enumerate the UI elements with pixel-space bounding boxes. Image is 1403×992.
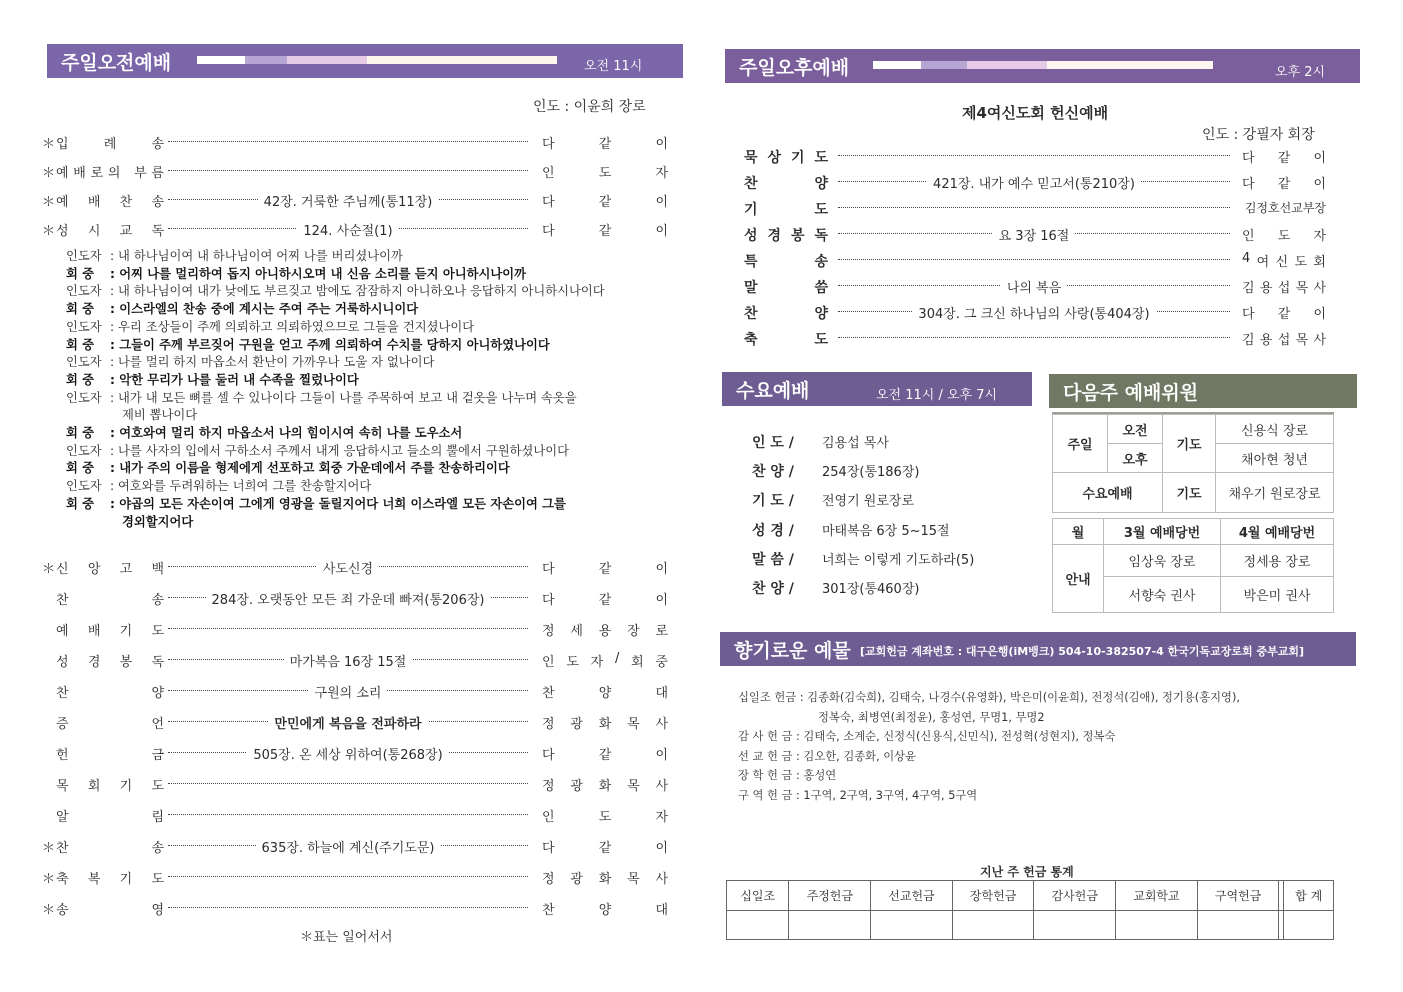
offering-header <box>720 632 1356 666</box>
responsive-speaker: 인도자 <box>66 390 102 405</box>
wednesday-value: 너희는 이렇게 기도하라(5) <box>822 552 975 568</box>
wednesday-header <box>722 372 1032 406</box>
wednesday-label: 성 경 / <box>752 522 794 539</box>
stats-header: 감사헌금 <box>1034 881 1116 911</box>
responsive-line <box>66 266 666 284</box>
morning-order-row <box>42 742 668 764</box>
morning-order-row <box>42 711 668 733</box>
committee-title: 다음주 예배위원 <box>1063 382 1199 404</box>
committee-table <box>1052 414 1334 513</box>
order-by: 4 여 신 도 회 <box>1242 251 1326 270</box>
responsive-line <box>66 496 666 531</box>
morning-order-row <box>42 556 668 578</box>
stats-cell <box>1284 911 1334 940</box>
morning-order-row <box>42 773 668 795</box>
duty-month: 월 <box>1053 519 1104 545</box>
order-label: 성 경 봉 독 <box>56 655 164 670</box>
order-label: 증 언 <box>56 717 164 732</box>
responsive-line <box>66 390 666 425</box>
order-by: 다 같 이 <box>542 562 668 577</box>
stats-header: 선교헌금 <box>871 881 953 911</box>
order-label: 찬 양 <box>744 306 828 322</box>
responsive-speaker: 회 중 <box>66 266 95 281</box>
morning-order-row <box>42 618 668 640</box>
committee-am: 오전 <box>1108 415 1163 444</box>
morning-order-row <box>42 804 668 826</box>
order-detail: 42장. 거룩한 주님께(통11장) <box>168 191 528 210</box>
offering-label: 장 학 헌 금 : <box>738 769 804 783</box>
order-by: 정 광 화 목 사 <box>542 779 668 794</box>
order-label: 예 배 로 의 부 름 <box>56 166 164 181</box>
responsive-speaker: 인도자 <box>66 443 102 458</box>
responsive-text: : 우리 조상들이 주께 의뢰하고 의뢰하였으므로 그들을 건지셨나이다 <box>110 319 475 334</box>
standing-footnote: ＊표는 일어서서 <box>300 930 393 945</box>
order-detail: 마가복음 16장 15절 <box>168 651 528 670</box>
responsive-text: : 내 하나님이여 내가 낮에도 부르짖고 밤에도 잠잠하지 아니하오나 응답하지 아니하시나이다 <box>110 284 605 299</box>
responsive-line <box>66 372 666 390</box>
standing-mark: ＊ <box>42 166 56 181</box>
stats-cell <box>1197 911 1279 940</box>
committee-wed-person: 채우기 원로장로 <box>1216 473 1334 513</box>
offering-names: 1구역, 2구역, 3구역, 4구역, 5구역 <box>803 789 978 802</box>
stats-table <box>726 880 1334 940</box>
stats-header: 합 계 <box>1284 881 1334 911</box>
afternoon-order-row <box>744 223 1326 245</box>
afternoon-subtitle: 제4여신도회 헌신예배 <box>962 104 1109 122</box>
offering-label: 감 사 헌 금 : <box>738 730 804 744</box>
offering-line <box>738 727 1115 747</box>
order-by: 다 같 이 <box>542 593 668 608</box>
offering-line <box>738 766 836 786</box>
wednesday-value: 마태복음 6장 5~15절 <box>822 523 950 539</box>
committee-pm: 오후 <box>1108 444 1163 473</box>
order-by: 다 같 이 <box>542 195 668 210</box>
offering-title: 향기로운 예물 <box>734 640 851 662</box>
order-by: 인 도 자 <box>1242 229 1326 244</box>
order-by: 다 같 이 <box>542 841 668 856</box>
order-detail: 나의 복음 <box>838 277 1230 296</box>
offering-line <box>738 688 1240 708</box>
responsive-speaker: 회 중 <box>66 496 95 511</box>
order-detail: 284장. 오랫동안 모든 죄 가운데 빠져(통206장) <box>168 589 528 608</box>
stats-cell <box>871 911 953 940</box>
morning-order-row <box>42 649 668 671</box>
duty-m3b: 서향숙 권사 <box>1104 577 1221 613</box>
order-by: 김 용 섭 목 사 <box>1242 333 1326 348</box>
standing-mark: ＊ <box>42 872 56 887</box>
morning-order-row <box>42 587 668 609</box>
offering-label: 구 역 헌 금 : <box>738 789 804 802</box>
committee-pm-person: 채아현 청년 <box>1216 444 1334 473</box>
committee-sunday: 주일 <box>1053 415 1108 473</box>
afternoon-order-row <box>744 145 1326 167</box>
responsive-line <box>66 319 666 337</box>
order-detail: 421장. 내가 예수 믿고서(통210장) <box>838 173 1230 192</box>
responsive-line <box>66 425 666 443</box>
stats-cell <box>1034 911 1116 940</box>
responsive-text: : 여호와여 멀리 하지 마옵소서 나의 힘이시여 속히 나를 도우소서 <box>110 426 463 440</box>
stats-cell <box>789 911 871 940</box>
wednesday-row <box>752 490 914 510</box>
responsive-text: : 여호와를 두려워하는 너희여 그를 찬송할지어다 <box>110 479 372 494</box>
afternoon-time: 오후 2시 <box>1275 65 1326 80</box>
wednesday-value: 전영기 원로장로 <box>822 494 915 510</box>
committee-am-person: 신용식 장로 <box>1216 415 1334 444</box>
stats-header: 십일조 <box>727 881 789 911</box>
wednesday-row <box>752 549 974 569</box>
standing-mark: ＊ <box>42 903 56 918</box>
responsive-text: : 내 하나님이여 내 하나님이여 어찌 나를 버리셨나이까 <box>110 249 403 263</box>
order-by: 다 같 이 <box>542 748 668 763</box>
duty-table <box>1052 518 1334 613</box>
order-label: 묵 상 기 도 <box>744 150 828 166</box>
responsive-speaker: 회 중 <box>66 372 95 387</box>
order-label: 찬 양 <box>56 686 164 701</box>
standing-mark: ＊ <box>42 224 56 239</box>
duty-month4: 4월 예배당번 <box>1221 519 1334 545</box>
responsive-speaker: 인도자 <box>66 249 102 263</box>
order-by: 인 도 자 <box>542 166 668 181</box>
afternoon-order-row <box>744 171 1326 193</box>
standing-mark: ＊ <box>42 562 56 577</box>
order-by: 정 광 화 목 사 <box>542 872 668 887</box>
committee-wed: 수요예배 <box>1053 473 1163 513</box>
offering-label: 선 교 헌 금 : <box>738 749 804 763</box>
morning-leader: 인도 : 이윤희 장로 <box>533 99 646 115</box>
responsive-text: : 나를 사자의 입에서 구하소서 주께서 내게 응답하시고 들소의 뿔에서 구원하셨나이다 <box>110 443 569 458</box>
order-label: 예 배 기 도 <box>56 624 164 639</box>
order-detail: 505장. 온 세상 위하여(통268장) <box>168 744 528 763</box>
responsive-text: : 내가 내 모든 뼈를 셀 수 있나이다 그들이 나를 주목하여 보고 내 겉옷을 나누며 속옷을 <box>110 390 577 405</box>
order-label: 성 경 봉 독 <box>744 228 828 244</box>
afternoon-order-row <box>744 327 1326 349</box>
committee-header <box>1049 374 1357 408</box>
wednesday-row <box>752 461 919 481</box>
responsive-text: : 이스라엘의 찬송 중에 계시는 주여 주는 거룩하시니이다 <box>110 302 419 317</box>
wednesday-row <box>752 578 919 598</box>
order-detail: 635장. 하늘에 계신(주기도문) <box>168 837 528 856</box>
stats-header: 주정헌금 <box>789 881 871 911</box>
offering-names: 정복숙, 최병연(최정윤), 홍성연, 무명1, 무명2 <box>818 710 1045 724</box>
standing-mark: ＊ <box>42 195 56 210</box>
stats-cell <box>1116 911 1198 940</box>
order-label: 축 복 기 도 <box>56 872 164 887</box>
offering-names: 홍성연 <box>803 769 837 783</box>
responsive-text-cont: 경외할지어다 <box>122 514 194 529</box>
afternoon-order-row <box>744 249 1326 271</box>
duty-m4a: 정세용 장로 <box>1221 545 1334 577</box>
stats-cell <box>952 911 1034 940</box>
wednesday-label: 찬 양 / <box>752 464 794 481</box>
offering-label: 십일조 헌금 : <box>738 691 808 704</box>
morning-time: 오전 11시 <box>584 59 643 74</box>
morning-order-row <box>42 189 668 211</box>
order-by: 다 같 이 <box>1242 151 1326 166</box>
responsive-line <box>66 478 666 496</box>
responsive-speaker: 인도자 <box>66 355 102 370</box>
stats-header: 구역헌금 <box>1197 881 1279 911</box>
responsive-text: : 그들이 주께 부르짖어 구원을 얻고 주께 의뢰하여 수치를 당하지 아니하였나이다 <box>110 337 550 352</box>
wednesday-label: 인 도 / <box>752 435 794 451</box>
order-label: 찬 양 <box>744 176 828 192</box>
order-detail: 124. 사순절(1) <box>168 220 528 239</box>
responsive-line <box>66 460 666 478</box>
order-label: 특 송 <box>744 254 828 270</box>
duty-month3: 3월 예배당번 <box>1104 519 1221 545</box>
offering-account: [교회헌금 계좌번호 : 대구은행(iM뱅크) 504-10-382507-4 한국기독교장로회 중부교회] <box>860 645 1305 658</box>
order-by: 찬 양 대 <box>542 903 668 918</box>
wednesday-row <box>752 432 889 452</box>
order-label: 성 시 교 독 <box>56 224 164 239</box>
order-by: 찬 양 대 <box>542 686 668 701</box>
morning-order-row <box>42 680 668 702</box>
responsive-speaker: 회 중 <box>66 426 95 440</box>
wednesday-value: 254장(통186장) <box>822 465 920 481</box>
wednesday-row <box>752 520 950 540</box>
order-detail: 요 3장 16절 <box>838 225 1230 244</box>
afternoon-order-row <box>744 197 1326 219</box>
responsive-text: : 나를 멀리 하지 마옵소서 환난이 가까우나 도울 자 없나이다 <box>110 355 435 370</box>
order-label: 축 도 <box>744 332 828 348</box>
order-by: 다 같 이 <box>542 224 668 239</box>
wednesday-title: 수요예배 <box>736 380 810 402</box>
order-label: 송 영 <box>56 903 164 918</box>
standing-mark: ＊ <box>42 841 56 856</box>
committee-wed-prayer: 기도 <box>1163 473 1216 513</box>
order-by: 인 도 자 / 회 중 <box>542 651 668 670</box>
wednesday-value: 301장(통460장) <box>822 582 920 597</box>
stats-cell <box>727 911 789 940</box>
committee-prayer: 기도 <box>1163 415 1216 473</box>
morning-order-row <box>42 897 668 919</box>
responsive-speaker: 인도자 <box>66 284 102 299</box>
responsive-speaker: 회 중 <box>66 337 95 352</box>
afternoon-order-row <box>744 301 1326 323</box>
order-detail: 구원의 소리 <box>168 682 528 701</box>
order-by: 정 세 용 장 로 <box>542 624 668 639</box>
stats-header: 교회학교 <box>1116 881 1198 911</box>
responsive-speaker: 회 중 <box>66 461 95 476</box>
order-label: 신 앙 고 백 <box>56 562 164 577</box>
morning-header <box>47 44 683 78</box>
morning-order-row <box>42 866 668 888</box>
responsive-line <box>66 337 666 355</box>
order-label: 말 씀 <box>744 280 828 296</box>
wednesday-label: 말 씀 / <box>752 551 794 568</box>
order-by: 다 같 이 <box>542 137 668 152</box>
order-label: 찬 송 <box>56 593 164 608</box>
morning-order-row <box>42 218 668 240</box>
order-label: 기 도 <box>744 202 828 218</box>
responsive-text: : 내가 주의 이름을 형제에게 선포하고 회중 가운데에서 주를 찬송하리이다 <box>110 461 510 476</box>
order-by: 다 같 이 <box>1242 177 1326 192</box>
duty-guide: 안내 <box>1053 545 1104 613</box>
order-label: 알 림 <box>56 810 164 825</box>
afternoon-leader: 인도 : 강필자 회장 <box>1202 127 1315 143</box>
responsive-line <box>66 301 666 319</box>
offering-names: 김오한, 김종화, 이상윤 <box>803 749 917 763</box>
order-label: 예 배 찬 송 <box>56 195 164 210</box>
offering-names: 김태숙, 소계순, 신정식(신용식,신민식), 전성혁(성현지), 정복숙 <box>803 730 1116 744</box>
order-by: 인 도 자 <box>542 810 668 825</box>
wednesday-time: 오전 11시 / 오후 7시 <box>876 388 998 403</box>
order-label: 목 회 기 도 <box>56 779 164 794</box>
duty-m4b: 박은미 권사 <box>1221 577 1334 613</box>
responsive-line <box>66 283 666 301</box>
wednesday-value: 김용섭 목사 <box>822 436 889 451</box>
responsive-text: : 야곱의 모든 자손이여 그에게 영광을 돌릴지어다 너희 이스라엘 모든 자손이여 그를 <box>110 496 566 511</box>
responsive-speaker: 회 중 <box>66 302 95 317</box>
order-detail: 304장. 그 크신 하나님의 사랑(통404장) <box>838 303 1230 322</box>
order-label: 찬 송 <box>56 841 164 856</box>
morning-order-row <box>42 835 668 857</box>
wednesday-label: 찬 양 / <box>752 581 794 597</box>
responsive-line <box>66 354 666 372</box>
responsive-text-cont: 제비 뽑나이다 <box>122 408 198 423</box>
responsive-text: : 어찌 나를 멀리하여 돕지 아니하시오며 내 신음 소리를 듣지 아니하시나이까 <box>110 266 526 281</box>
duty-m3a: 임상욱 장로 <box>1104 545 1221 577</box>
offering-names: 김종화(김숙희), 김태숙, 나경수(유영화), 박은미(이윤희), 전정석(김애), 정기용(홍지영), <box>807 691 1240 704</box>
morning-order-row <box>42 131 668 153</box>
order-detail: 만민에게 복음을 전파하라 <box>168 713 528 732</box>
standing-mark: ＊ <box>42 137 56 152</box>
order-by: 김 용 섭 목 사 <box>1242 281 1326 296</box>
order-by: 김정호선교부장 <box>1244 201 1326 215</box>
responsive-text: : 악한 무리가 나를 둘러 내 수족을 찔렀나이다 <box>110 372 359 387</box>
afternoon-header <box>725 49 1360 83</box>
afternoon-title: 주일오후예배 <box>739 57 850 79</box>
responsive-speaker: 인도자 <box>66 319 102 334</box>
responsive-line <box>66 443 666 461</box>
morning-order-row <box>42 160 668 182</box>
afternoon-order-row <box>744 275 1326 297</box>
order-label: 헌 금 <box>56 748 164 763</box>
responsive-speaker: 인도자 <box>66 479 102 494</box>
offering-line <box>738 786 977 806</box>
wednesday-label: 기 도 / <box>752 493 794 510</box>
offering-line <box>818 708 1045 728</box>
morning-title: 주일오전예배 <box>61 52 172 74</box>
responsive-line <box>66 248 666 266</box>
offering-line <box>738 747 916 767</box>
stats-header: 장학헌금 <box>952 881 1034 911</box>
order-by: 다 같 이 <box>1242 307 1326 322</box>
order-label: 입 례 송 <box>56 137 164 152</box>
order-by: 정 광 화 목 사 <box>542 717 668 732</box>
order-detail: 사도신경 <box>168 558 528 577</box>
stats-title: 지난 주 헌금 통계 <box>980 865 1074 879</box>
